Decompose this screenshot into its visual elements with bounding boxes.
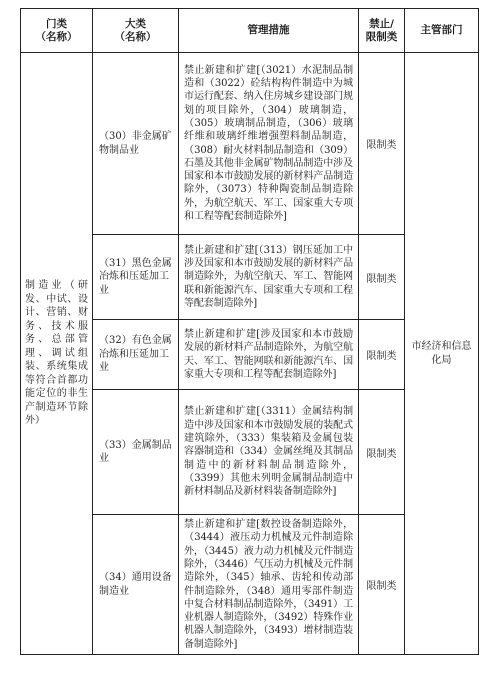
ban-limit-cell: 限制类 xyxy=(359,390,405,515)
industry-management-table xyxy=(20,8,479,655)
ban-limit-cell: 限制类 xyxy=(359,235,405,320)
header-door-category: 门类 （名称） xyxy=(21,9,93,53)
major-category-cell: （34）通用设备制造业 xyxy=(93,515,179,655)
department-cell: 市经济和信息化局 xyxy=(405,53,479,655)
header-major-category: 大类 （名称） xyxy=(93,9,179,53)
ban-limit-cell: 限制类 xyxy=(359,515,405,655)
measure-cell: 禁止新建和扩建[涉及国家和本市鼓励发展的新材料产品制造除外，为航空航天、军工、智能网联和新能源汽车、国家重大专项和工程等配套制造除外] xyxy=(179,320,359,390)
header-department: 主管部门 xyxy=(405,9,479,53)
door-category-cell: 制造业（研发、中试、设计、营销、财务、技术服务、总部管理、调试组装、系统集成等符合首都功能定位的非生产制造环节除外） xyxy=(21,53,93,655)
major-category-cell: （30）非金属矿物制品业 xyxy=(93,53,179,235)
measure-cell: 禁止新建和扩建[（3021）水泥制品制造和（3022）砼结构构件制造中为城市运行配套、纳入住房城乡建设部门规划的项目除外，（304）玻璃制造，（305）玻璃制品制造，（306）玻璃纤维和玻璃纤维增强塑料制品制造，（308）耐火材料制品制造和（309）石墨及其他非金属矿物制品制造中涉及国家和本市鼓励发展的新材料产品制造除外，（3073）特种陶瓷制品制造除外，为航空航天、军工、国家重大专项和工程等配套制造除外] xyxy=(179,53,359,235)
measure-cell: 禁止新建和扩建[（3311）金属结构制造中涉及国家和本市鼓励发展的装配式建筑除外，（333）集装箱及金属包装容器制造和（334）金属丝绳及其制品制造中的新材料制品制造除外，（3399）其他未列明金属制品制造中新材料制品及新材料装备制造除外] xyxy=(179,390,359,515)
major-category-cell: （33）金属制品业 xyxy=(93,390,179,515)
ban-limit-cell: 限制类 xyxy=(359,53,405,235)
table-row xyxy=(21,53,479,235)
table-header-row xyxy=(21,9,479,53)
measure-cell: 禁止新建和扩建[（313）钢压延加工中涉及国家和本市鼓励发展的新材料产品制造除外，为航空航天、军工、智能网联和新能源汽车、国家重大专项和工程等配套制造除外] xyxy=(179,235,359,320)
measure-cell: 禁止新建和扩建[数控设备制造除外，（3444）液压动力机械及元件制造除外，（3445）液力动力机械及元件制造除外，（3446）气压动力机械及元件制造除外，（345）轴承、齿轮和传动部件制造除外，（348）通用零部件制造中复合材料制品制造除外，（3491）工业机器人制造除外，（3492）特殊作业机器人制造除外，（3493）增材制造装备制造除外] xyxy=(179,515,359,655)
major-category-cell: （32）有色金属冶炼和压延加工业 xyxy=(93,320,179,390)
header-ban-limit: 禁止/ 限制类 xyxy=(359,9,405,53)
header-measures: 管理措施 xyxy=(179,9,359,53)
ban-limit-cell: 限制类 xyxy=(359,320,405,390)
major-category-cell: （31）黑色金属冶炼和压延加工业 xyxy=(93,235,179,320)
